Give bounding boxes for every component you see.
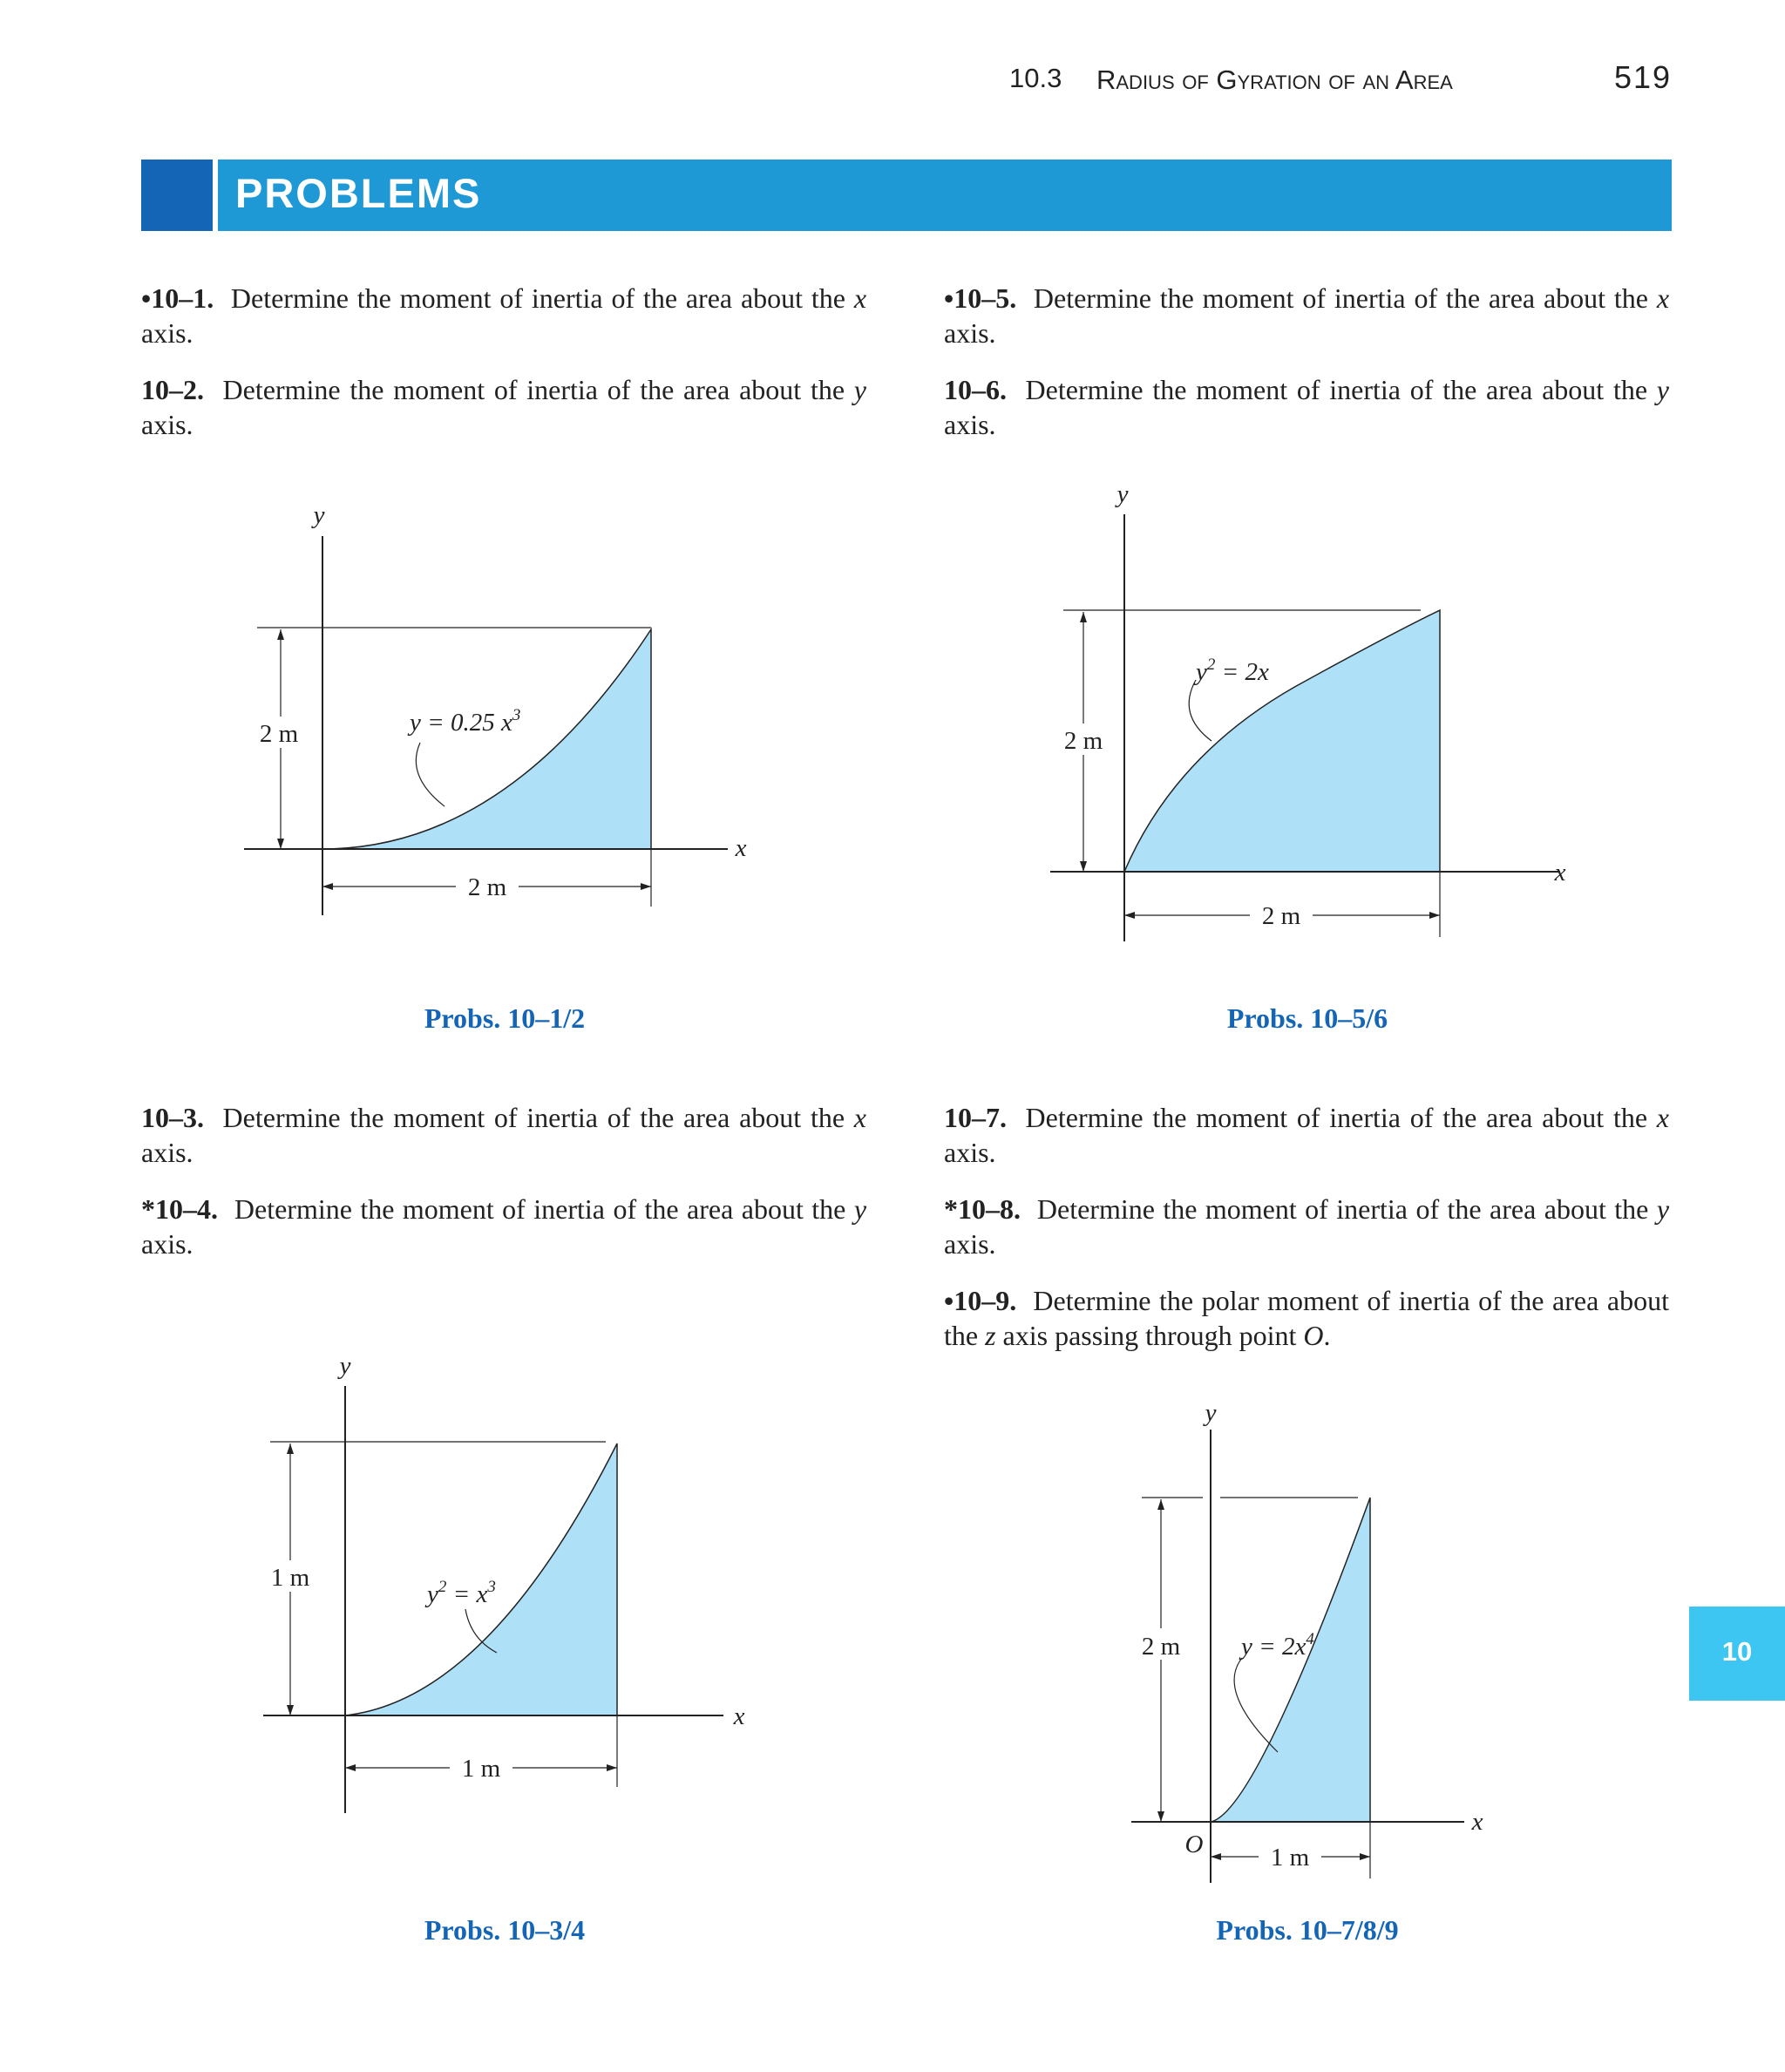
height-label: 2 m (1063, 727, 1103, 755)
curve-equation: $y^2 = x^3$ (427, 1578, 496, 1608)
x-axis-label: x (1554, 859, 1566, 887)
banner-title: PROBLEMS (235, 170, 482, 216)
height-label: 1 m (270, 1564, 310, 1592)
running-header (0, 58, 1785, 101)
width-label: 1 m (1270, 1844, 1310, 1872)
problem-10-3: 10–3. Determine the moment of inertia of the area about the x axis. (141, 1102, 866, 1168)
problem-number: 10–6. (944, 374, 1007, 405)
origin-label: O (1184, 1831, 1204, 1858)
problem-10-4: *10–4. Determine the moment of inertia of the area about the y axis. (141, 1193, 867, 1260)
figure-probs-10-1-2 (227, 497, 784, 933)
caption-probs-10-5-6: Probs. 10–5/6 (1226, 1002, 1388, 1034)
y-axis-label: y (1116, 480, 1129, 508)
shaded-area (345, 1444, 617, 1715)
curve-equation: $y = 2x^4$ (1241, 1630, 1314, 1661)
problem-number: 10–2. (141, 374, 204, 405)
figure-probs-10-7-8-9 (1116, 1395, 1525, 1883)
x-axis-label: x (733, 1702, 745, 1730)
y-axis-label: y (339, 1352, 351, 1380)
problem-number: •10–5. (944, 282, 1017, 314)
problem-number: *10–4. (141, 1193, 218, 1225)
problem-number: *10–8. (944, 1193, 1021, 1225)
width-label: 1 m (461, 1755, 501, 1783)
y-axis-label: y (1205, 1399, 1217, 1427)
curve-equation: y = 0.25 $x^3$ (410, 706, 521, 737)
leader-line (416, 743, 445, 806)
shaded-area (322, 629, 651, 849)
problem-10-5: •10–5. Determine the moment of inertia of the area about the x axis. (944, 282, 1670, 349)
width-label: 2 m (467, 873, 507, 901)
leader-line (1189, 680, 1211, 741)
y-axis-label: y (313, 501, 325, 529)
leader-line (1234, 1658, 1278, 1752)
shaded-area (1124, 610, 1440, 872)
height-label: 2 m (1141, 1633, 1181, 1661)
x-axis-label: x (735, 834, 747, 862)
caption-probs-10-7-8-9: Probs. 10–7/8/9 (1216, 1914, 1399, 1946)
page-number: 519 (1614, 59, 1673, 95)
x-axis-label: x (1471, 1808, 1483, 1836)
section-number: 10.3 (1009, 63, 1062, 93)
figure-probs-10-5-6 (1002, 471, 1604, 941)
problem-10-2: 10–2. Determine the moment of inertia of the area about the y axis. (141, 374, 866, 440)
problem-number: 10–3. (141, 1102, 204, 1133)
width-label: 2 m (1261, 902, 1301, 930)
chapter-tab-label: 10 (1721, 1636, 1753, 1667)
problem-10-8: *10–8. Determine the moment of inertia of the area about the y axis. (944, 1193, 1670, 1260)
problem-10-6: 10–6. Determine the moment of inertia of the area about the y axis. (944, 374, 1669, 440)
section-title: Radius of Gyration of an Area (1096, 65, 1453, 95)
figure-probs-10-3-4 (253, 1342, 776, 1813)
chapter-tab[interactable] (1689, 1607, 1785, 1701)
curve-equation: $y^2 = 2x$ (1196, 656, 1269, 686)
caption-probs-10-1-2: Probs. 10–1/2 (424, 1002, 586, 1034)
problem-10-9: •10–9. Determine the polar moment of inertia of the area about the z axis passing through point O. (944, 1285, 1669, 1351)
problem-number: 10–7. (944, 1102, 1007, 1133)
banner-accent (141, 160, 213, 231)
height-label: 2 m (259, 720, 299, 748)
problem-number: •10–9. (944, 1285, 1017, 1316)
problem-10-7: 10–7. Determine the moment of inertia of the area about the x axis. (944, 1102, 1669, 1168)
problem-number: •10–1. (141, 282, 214, 314)
problem-10-1: •10–1. Determine the moment of inertia of the area about the x axis. (141, 282, 867, 349)
caption-probs-10-3-4: Probs. 10–3/4 (424, 1914, 586, 1946)
